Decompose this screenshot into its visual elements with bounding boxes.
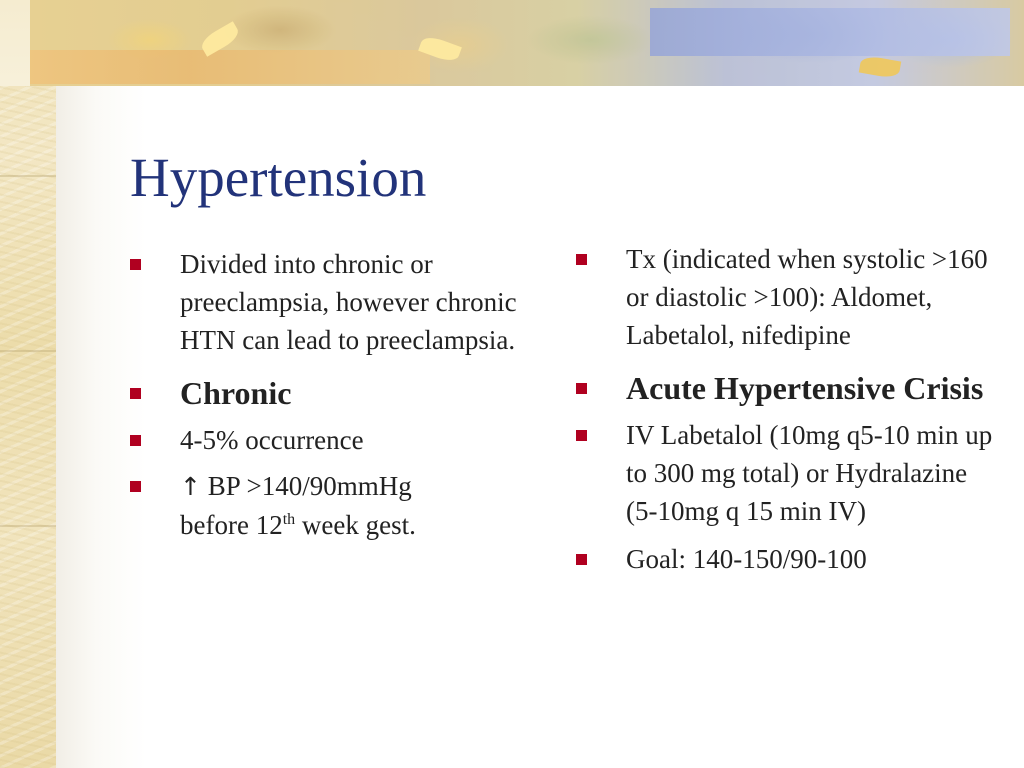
parchment-seam: [0, 175, 56, 177]
bullet-text: 4-5% occurrence: [180, 425, 364, 455]
bullet-text: Divided into chronic or preeclampsia, however chronic HTN can lead to preeclampsia.: [180, 249, 517, 355]
superscript: th: [282, 511, 296, 528]
bullet-text: Tx (indicated when systolic >160 or diastolic >100): Aldomet, Labetalol, nifedipine: [626, 244, 988, 350]
square-bullet-icon: [576, 554, 587, 565]
bullet-item: [576, 416, 996, 530]
bullet-heading: [130, 371, 540, 415]
bullet-item: [130, 421, 540, 459]
bullet-text: BP >140/90mmHg: [200, 471, 412, 501]
square-bullet-icon: [576, 254, 587, 265]
parchment-seam: [0, 525, 56, 527]
bullet-text: Goal: 140-150/90-100: [626, 544, 867, 574]
left-column: [130, 245, 540, 544]
header-collage-strip: [30, 50, 430, 84]
header-collage-blue-strip: [650, 8, 1010, 56]
bullet-text: before 12: [180, 510, 283, 540]
bullet-item: [130, 245, 540, 359]
parchment-border: [0, 0, 56, 768]
heading-text: Chronic: [180, 375, 292, 411]
heading-text: Acute Hypertensive Crisis: [626, 370, 984, 406]
square-bullet-icon: [130, 259, 141, 270]
up-arrow-icon: ↑: [180, 472, 201, 501]
bullet-item: [130, 467, 540, 544]
slide-title: Hypertension: [130, 147, 427, 208]
bullet-item: [576, 540, 996, 578]
bullet-text: week gest.: [295, 510, 416, 540]
bullet-text: IV Labetalol (10mg q5-10 min up to 300 mg total) or Hydralazine (5-10mg q 15 min IV): [626, 420, 993, 526]
square-bullet-icon: [576, 383, 587, 394]
square-bullet-icon: [130, 481, 141, 492]
bullet-heading: [576, 366, 996, 410]
square-bullet-icon: [576, 430, 587, 441]
bullet-item: [576, 240, 996, 354]
parchment-seam: [0, 350, 56, 352]
square-bullet-icon: [130, 435, 141, 446]
right-column: [576, 240, 996, 578]
square-bullet-icon: [130, 388, 141, 399]
